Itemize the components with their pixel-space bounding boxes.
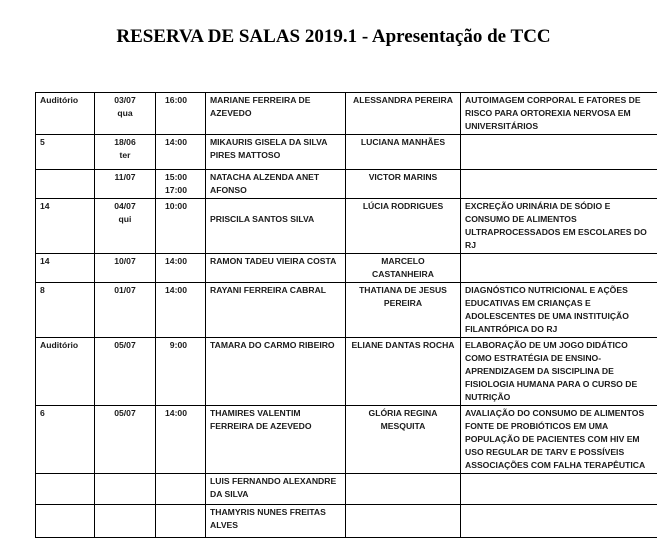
time-cell bbox=[156, 474, 206, 505]
advisor-cell bbox=[346, 254, 461, 283]
table-row bbox=[36, 283, 657, 338]
student-cell bbox=[206, 338, 346, 406]
room-cell bbox=[36, 474, 95, 505]
time: 14:00 bbox=[165, 285, 187, 295]
time-cell bbox=[156, 338, 206, 406]
weekday: qui bbox=[119, 214, 132, 224]
student-cell bbox=[206, 505, 346, 538]
student-cell bbox=[206, 254, 346, 283]
date: 05/07 bbox=[114, 408, 136, 418]
weekday: ter bbox=[120, 150, 131, 160]
time: 15:00 bbox=[165, 172, 187, 182]
student-name: MARIANE FERREIRA DE AZEVEDO bbox=[210, 95, 310, 118]
time: 14:00 bbox=[165, 137, 187, 147]
room-reservation-table bbox=[35, 92, 657, 538]
date-cell bbox=[95, 93, 156, 135]
topic-cell bbox=[461, 338, 657, 406]
time-cell bbox=[156, 170, 206, 199]
time-cell bbox=[156, 283, 206, 338]
time: 10:00 bbox=[165, 201, 187, 211]
thesis-title: AVALIAÇÃO DO CONSUMO DE ALIMENTOS FONTE DE PROBIÓTICOS EM UMA POPULAÇÃO DE PACIENTES COM HIV EM USO REGULAR DE TARV E POSSÍVEIS ASSOCIAÇÕES COM FALHA TERAPÊUTICA bbox=[465, 408, 645, 470]
advisor-name: ELIANE DANTAS ROCHA bbox=[352, 340, 455, 350]
room: 5 bbox=[40, 137, 45, 147]
date-cell bbox=[95, 406, 156, 474]
topic-cell bbox=[461, 254, 657, 283]
topic-cell bbox=[461, 199, 657, 254]
advisor-name: ALESSANDRA PEREIRA bbox=[353, 95, 453, 105]
topic-cell bbox=[461, 135, 657, 170]
table-row bbox=[36, 406, 657, 474]
date-cell bbox=[95, 199, 156, 254]
table-row bbox=[36, 135, 657, 170]
student-name: MIKAURIS GISELA DA SILVA PIRES MATTOSO bbox=[210, 137, 327, 160]
advisor-cell bbox=[346, 406, 461, 474]
date-cell bbox=[95, 338, 156, 406]
topic-cell bbox=[461, 170, 657, 199]
room: 14 bbox=[40, 201, 50, 211]
table-row bbox=[36, 338, 657, 406]
topic-cell bbox=[461, 505, 657, 538]
time: 16:00 bbox=[165, 95, 187, 105]
room-cell bbox=[36, 135, 95, 170]
table-row bbox=[36, 199, 657, 254]
table-row bbox=[36, 170, 657, 199]
time-cell bbox=[156, 254, 206, 283]
table-row bbox=[36, 474, 657, 505]
room-cell bbox=[36, 406, 95, 474]
date-cell bbox=[95, 283, 156, 338]
time: 14:00 bbox=[165, 408, 187, 418]
time-cell bbox=[156, 406, 206, 474]
student-cell bbox=[206, 170, 346, 199]
table-row bbox=[36, 254, 657, 283]
room-cell bbox=[36, 505, 95, 538]
student-cell bbox=[206, 474, 346, 505]
student-cell bbox=[206, 406, 346, 474]
date-cell bbox=[95, 505, 156, 538]
advisor-cell bbox=[346, 505, 461, 538]
student-name: TAMARA DO CARMO RIBEIRO bbox=[210, 340, 335, 350]
page-title: RESERVA DE SALAS 2019.1 - Apresentação de TCC bbox=[0, 26, 657, 48]
date-cell bbox=[95, 135, 156, 170]
advisor-name: THATIANA DE JESUS PEREIRA bbox=[359, 285, 447, 308]
advisor-cell bbox=[346, 93, 461, 135]
room: Auditório bbox=[40, 95, 78, 105]
room: 14 bbox=[40, 256, 50, 266]
time-cell bbox=[156, 93, 206, 135]
thesis-title: ELABORAÇÃO DE UM JOGO DIDÁTICO COMO ESTRATÉGIA DE ENSINO-APRENDIZAGEM DA SISCIPLINA DE FISIOLOGIA HUMANA PARA O CURSO DE NUTRIÇÃO bbox=[465, 340, 637, 402]
room: 8 bbox=[40, 285, 45, 295]
student-name: RAYANI FERREIRA CABRAL bbox=[210, 285, 326, 295]
advisor-name: GLÓRIA REGINA MESQUITA bbox=[369, 408, 438, 431]
date-cell bbox=[95, 474, 156, 505]
advisor-cell bbox=[346, 199, 461, 254]
time-cell bbox=[156, 135, 206, 170]
date: 03/07 bbox=[114, 95, 136, 105]
room: Auditório bbox=[40, 340, 78, 350]
advisor-name: VICTOR MARINS bbox=[369, 172, 438, 182]
topic-cell bbox=[461, 406, 657, 474]
room-cell bbox=[36, 338, 95, 406]
advisor-name: MARCELO CASTANHEIRA bbox=[372, 256, 434, 279]
date: 18/06 bbox=[114, 137, 136, 147]
time: 9:00 bbox=[170, 340, 187, 350]
room-cell bbox=[36, 93, 95, 135]
date: 01/07 bbox=[114, 285, 136, 295]
time-cell bbox=[156, 199, 206, 254]
student-name: NATACHA ALZENDA ANET AFONSO bbox=[210, 172, 319, 195]
date-cell bbox=[95, 254, 156, 283]
advisor-cell bbox=[346, 474, 461, 505]
table-row bbox=[36, 93, 657, 135]
time-cell bbox=[156, 505, 206, 538]
advisor-name: LUCIANA MANHÃES bbox=[361, 137, 445, 147]
room-cell bbox=[36, 199, 95, 254]
date: 05/07 bbox=[114, 340, 136, 350]
date: 10/07 bbox=[114, 256, 136, 266]
advisor-cell bbox=[346, 135, 461, 170]
student-cell bbox=[206, 93, 346, 135]
room: 6 bbox=[40, 408, 45, 418]
student-name: THAMYRIS NUNES FREITAS ALVES bbox=[210, 507, 326, 530]
student-name: RAMON TADEU VIEIRA COSTA bbox=[210, 256, 336, 266]
room-cell bbox=[36, 254, 95, 283]
advisor-name: LÚCIA RODRIGUES bbox=[363, 201, 443, 211]
date: 04/07 bbox=[114, 201, 136, 211]
student-name: PRISCILA SANTOS SILVA bbox=[210, 214, 314, 224]
advisor-cell bbox=[346, 170, 461, 199]
time: 14:00 bbox=[165, 256, 187, 266]
date-cell bbox=[95, 170, 156, 199]
thesis-title: AUTOIMAGEM CORPORAL E FATORES DE RISCO PARA ORTOREXIA NERVOSA EM UNIVERSITÁRIOS bbox=[465, 95, 641, 131]
student-name: LUIS FERNANDO ALEXANDRE DA SILVA bbox=[210, 476, 336, 499]
advisor-cell bbox=[346, 338, 461, 406]
student-cell bbox=[206, 135, 346, 170]
time-end: 17:00 bbox=[165, 185, 187, 195]
thesis-title: EXCREÇÃO URINÁRIA DE SÓDIO E CONSUMO DE ALIMENTOS ULTRAPROCESSADOS EM ESCOLARES DO RJ bbox=[465, 201, 647, 250]
topic-cell bbox=[461, 283, 657, 338]
student-name: THAMIRES VALENTIM FERREIRA DE AZEVEDO bbox=[210, 408, 312, 431]
student-cell bbox=[206, 199, 346, 254]
date: 11/07 bbox=[114, 172, 135, 182]
student-cell bbox=[206, 283, 346, 338]
topic-cell bbox=[461, 474, 657, 505]
room-cell bbox=[36, 170, 95, 199]
weekday: qua bbox=[117, 108, 132, 118]
thesis-title: DIAGNÓSTICO NUTRICIONAL E AÇÕES EDUCATIVAS EM CRIANÇAS E ADOLESCENTES DE UMA INSTITUIÇÃO FILANTRÓPICA DO RJ bbox=[465, 285, 629, 334]
table-row bbox=[36, 505, 657, 538]
room-cell bbox=[36, 283, 95, 338]
advisor-cell bbox=[346, 283, 461, 338]
topic-cell bbox=[461, 93, 657, 135]
